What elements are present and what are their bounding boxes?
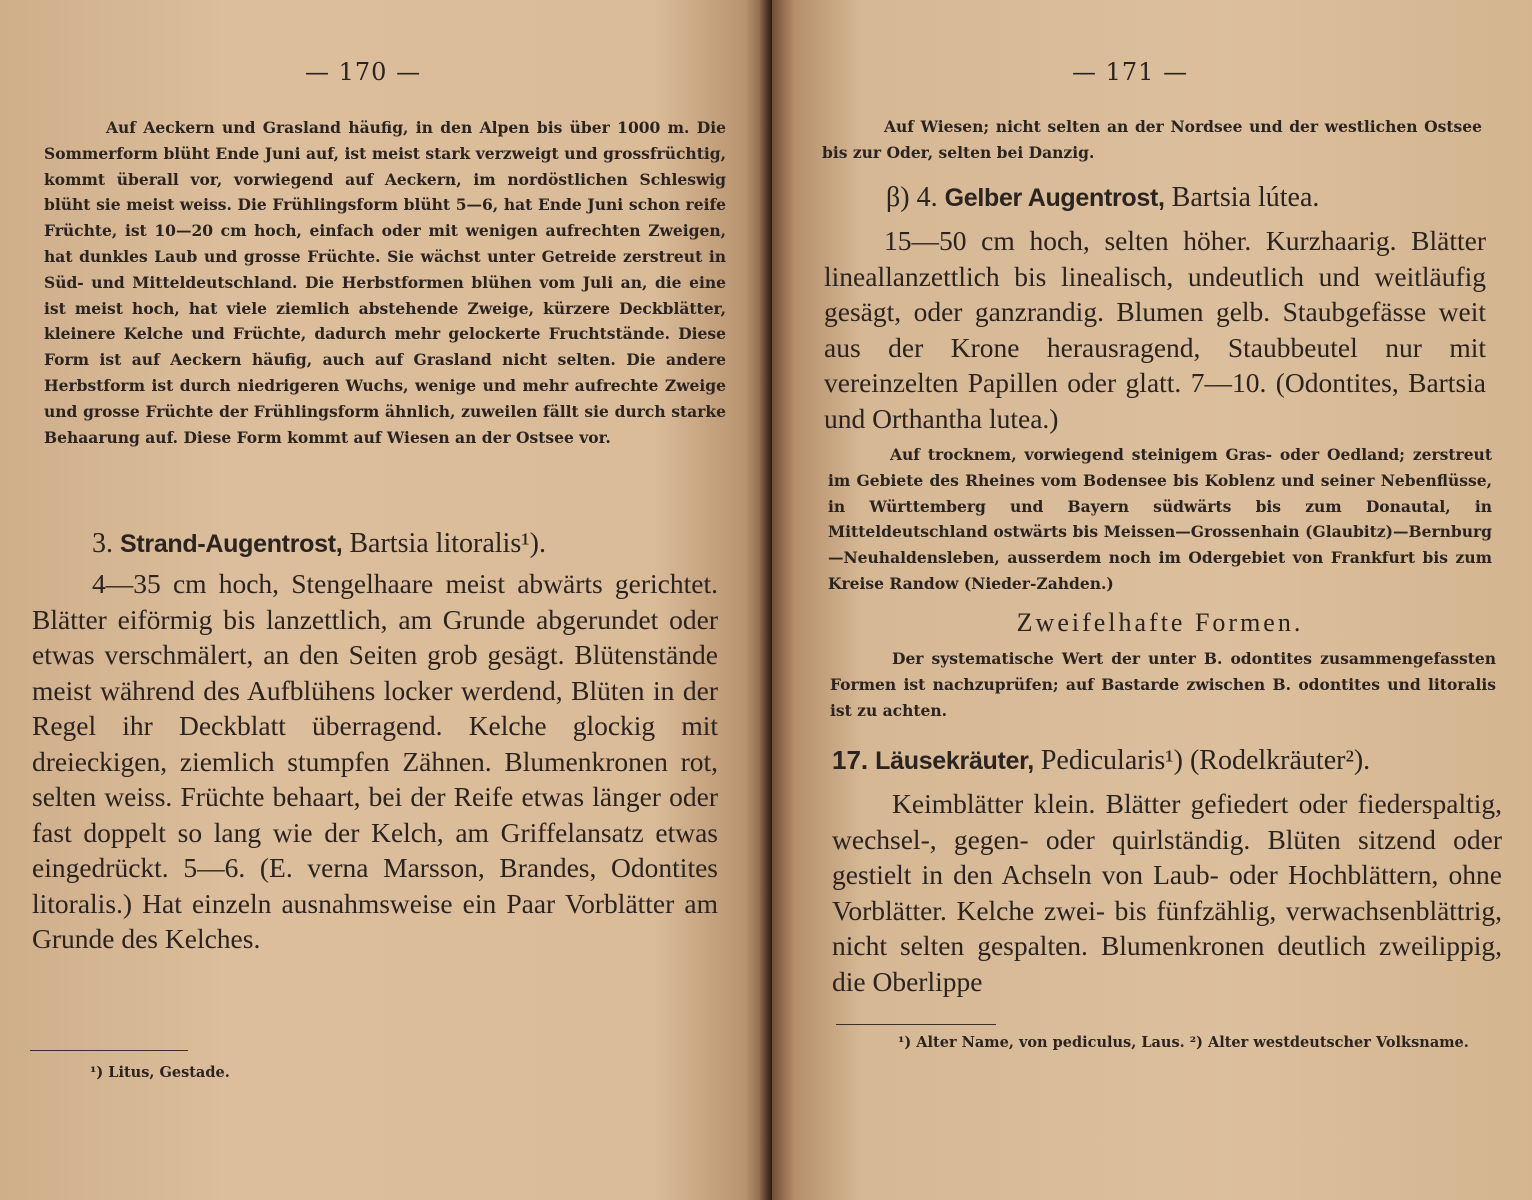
doubtful-forms-paragraph: Der systematische Wert der unter B. odontites zusammengefassten Formen ist nachzuprüfen; auf Bastarde zwischen B. odontites und litoralis ist zu achten.	[830, 649, 1496, 720]
subheading: Zweifelhafte Formen.	[1016, 608, 1304, 637]
species-heading	[92, 526, 732, 562]
right-page	[772, 0, 1532, 1200]
intro-paragraph: Auf Aeckern und Grasland häufig, in den Alpen bis über 1000 m. Die Sommerform blüht Ende Juni auf, ist meist stark verzweigt und grossfrüchtig, kommt überall vor, vorwiegend auf Aeckern, im nordöstlichen Schleswig blüht sie meist weiss. Die Frühlingsform blüht 5—6, hat Ende Juni schon reife Früchte, ist 10—20 cm hoch, einfach oder mit wenigen aufrechten Zweigen, hat dunkles Laub und grosse Früchte. Sie wächst unter Getreide zerstreut in Süd- und Mitteldeutschland. Die Herbstformen blühen vom Juli an, die eine ist meist hoch, hat viele ziemlich abstehende Zweige, kürzere Deckblätter, kleinere Kelche und Früchte, dadurch mehr gelockerte Fruchtstände. Diese Form ist auf Aeckern häufig, auch auf Grasland nicht selten. Die andere Herbstform ist durch niedrigeren Wuchs, wenige und mehr aufrechte Zweige und grosse Früchte der Frühlingsform ähnlich, zuweilen fällt sie durch starke Behaarung auf. Diese Form kommt auf Wiesen an der Ostsee vor.	[44, 118, 726, 447]
genus-paragraph: Keimblätter klein. Blätter gefiedert oder fiederspaltig, wechsel-, gegen- oder quirlständig. Blüten sitzend oder gestielt in den Achseln von Laub- oder Hochblättern, ohne Vorblätter. Kelche zwei- bis fünfzählig, verwachsenblättrig, nicht selten gespalten. Blumenkronen deutlich zweilippig, die Oberlippe	[832, 788, 1502, 997]
footnote-rule	[836, 1024, 996, 1025]
intro-paragraph: Auf Wiesen; nicht selten an der Nordsee und der westlichen Ostsee bis zur Oder, selten bei Danzig.	[822, 117, 1482, 162]
genus-heading	[832, 742, 1512, 779]
heading-common-name: Gelber Augentrost,	[944, 184, 1165, 212]
species-description	[32, 566, 718, 957]
page-number: — 170 —	[305, 58, 422, 86]
genus-number: 17.	[832, 745, 869, 775]
footnote-rule	[30, 1050, 188, 1051]
intro-block	[44, 115, 726, 450]
heading-number: 3.	[92, 528, 113, 559]
species-heading	[886, 180, 1486, 216]
heading-latin-name: Bartsia litoralis¹).	[349, 528, 546, 559]
footnote: ¹) Litus, Gestade.	[90, 1064, 230, 1081]
heading-common-name: Strand-Augentrost,	[120, 530, 343, 558]
footnote: ¹) Alter Name, von pediculus, Laus. ²) Alter westdeutscher Volksname.	[898, 1034, 1469, 1051]
intro-block	[822, 114, 1482, 166]
distribution-block	[828, 442, 1492, 597]
heading-number: β) 4.	[886, 182, 938, 213]
description-paragraph: 4—35 cm hoch, Stengelhaare meist abwärts gerichtet. Blätter eiförmig bis lanzettlich, am Grunde abgerundet oder etwas verschmälert, an den Seiten grob gesägt. Blütenstände meist während des Aufblühens locker werdend, Blüten in der Regel ihr Deckblatt überragend. Kelche glockig mit dreieckigen, ziemlich stumpfen Zähnen. Blumenkronen rot, selten weiss. Früchte behaart, bei der Reife etwas länger oder fast doppelt so lang wie der Kelch, am Griffelansatz etwas eingedrückt. 5—6. (E. verna Marsson, Brandes, Odontites litoralis.) Hat einzeln ausnahmsweise ein Paar Vorblätter am Grunde des Kelches.	[32, 568, 718, 954]
genus-latin-name: Pedicularis¹) (Rodelkräuter²).	[1040, 745, 1371, 776]
description-paragraph: 15—50 cm hoch, selten höher. Kurzhaarig. Blätter lineallanzettlich bis linealisch, undeutlich und weitläufig gesägt, oder ganzrandig. Blumen gelb. Staubgefässe weit aus der Krone herausragend, Staubbeutel nur mit vereinzelten Papillen oder glatt. 7—10. (Odontites, Bartsia und Orthantha lutea.)	[824, 225, 1486, 434]
page-number: — 171 —	[1072, 58, 1189, 86]
genus-common-name: Läusekräuter,	[875, 747, 1034, 775]
doubtful-forms-block	[830, 646, 1496, 723]
species-description	[824, 223, 1486, 436]
distribution-paragraph: Auf trocknem, vorwiegend steinigem Gras- oder Oedland; zerstreut im Gebiete des Rheines vom Bodensee bis Koblenz und seiner Nebenflüsse, in Württemberg und Bayern südwärts bis zum Donautal, in Mitteldeutschland ostwärts bis Meissen—Grossenhain (Glaubitz)—Bernburg—Neuhaldensleben, ausserdem noch im Odergebiet von Frankfurt bis zum Kreise Randow (Nieder-Zahden.)	[828, 445, 1492, 593]
heading-latin-name: Bartsia lútea.	[1171, 182, 1320, 213]
genus-description	[832, 786, 1502, 999]
